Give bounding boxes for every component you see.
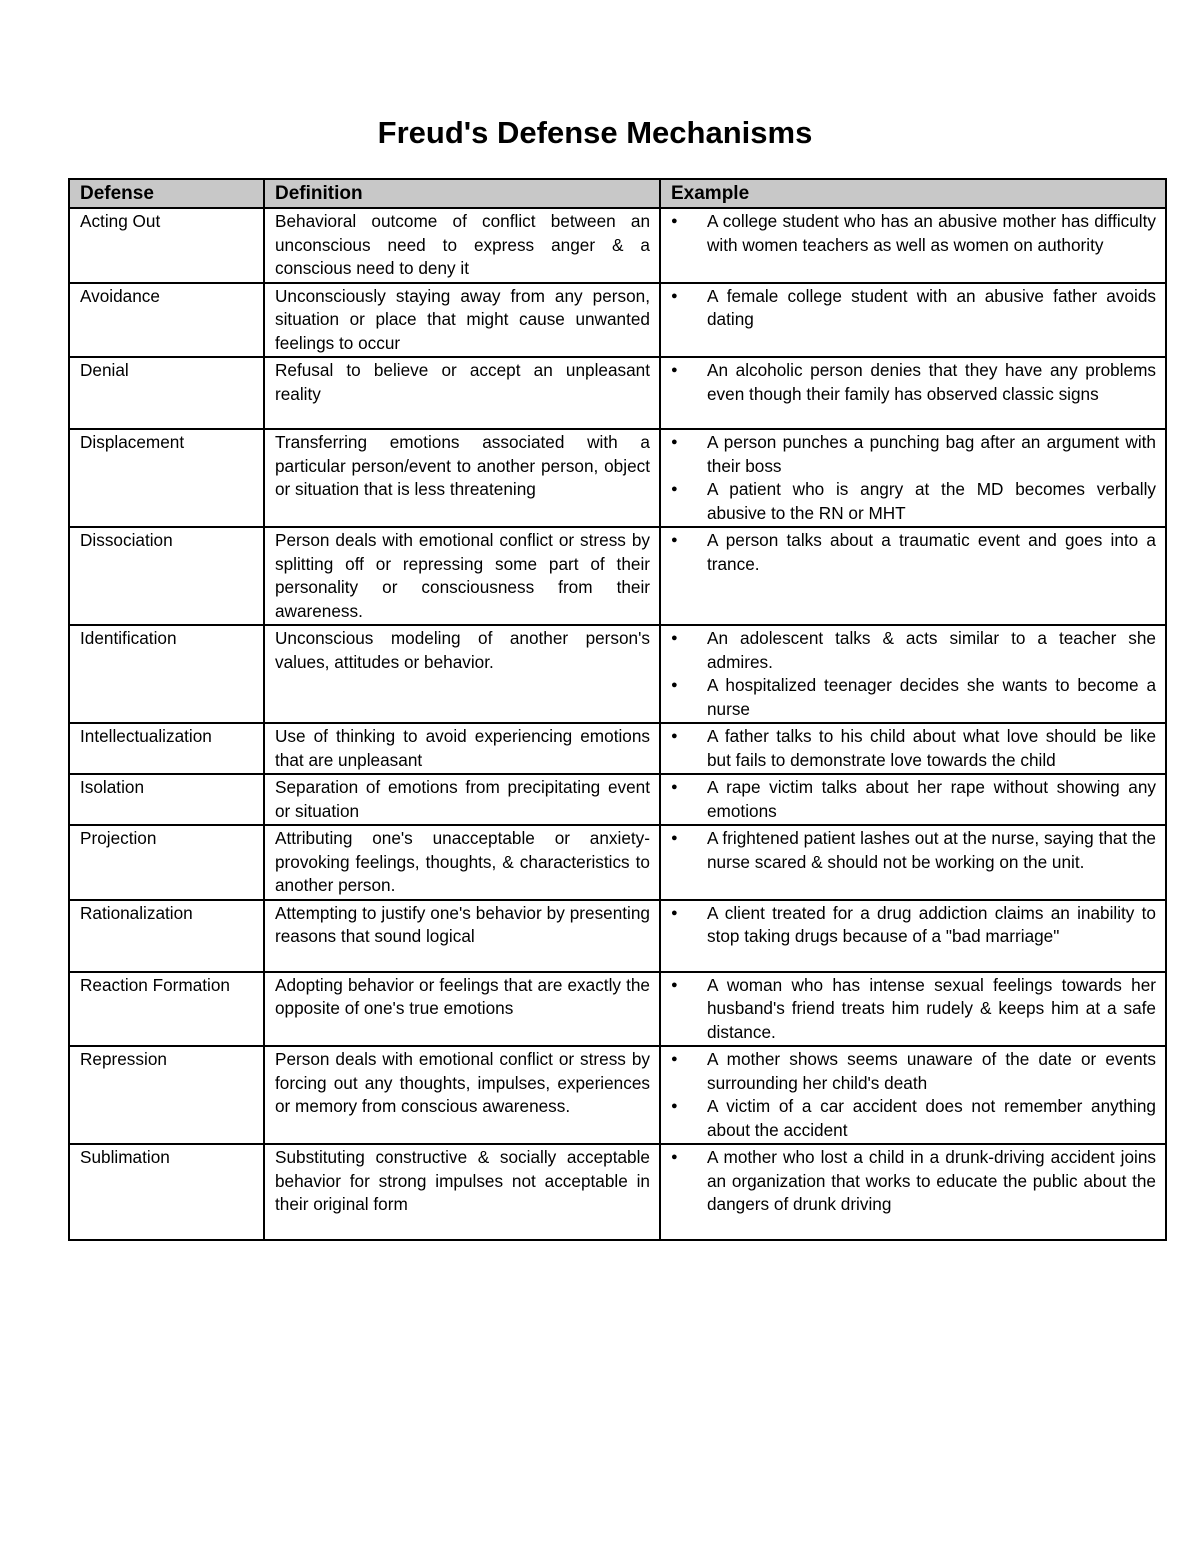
- example-item: ● A patient who is angry at the MD becomes verbally abusive to the RN or MHT: [671, 478, 1156, 525]
- definition-cell: Person deals with emotional conflict or stress by forcing out any thoughts, impulses, experiences or memory from conscious awareness.: [264, 1046, 660, 1144]
- defense-cell: Dissociation: [69, 527, 264, 625]
- table-row: [69, 972, 1166, 1047]
- defense-cell: Projection: [69, 825, 264, 900]
- definition-cell: Refusal to believe or accept an unpleasant reality: [264, 357, 660, 429]
- defense-cell: Displacement: [69, 429, 264, 527]
- example-cell: [660, 625, 1166, 723]
- table-row: [69, 1046, 1166, 1144]
- example-item: ● A frightened patient lashes out at the nurse, saying that the nurse scared & should not be working on the unit.: [671, 827, 1156, 874]
- defense-cell: Avoidance: [69, 283, 264, 358]
- table-row: [69, 208, 1166, 283]
- example-cell: [660, 1046, 1166, 1144]
- definition-cell: Unconsciously staying away from any person, situation or place that might cause unwanted feelings to occur: [264, 283, 660, 358]
- column-header-definition: Definition: [264, 179, 660, 208]
- example-cell: [660, 825, 1166, 900]
- example-list: [671, 285, 1156, 332]
- example-cell: [660, 429, 1166, 527]
- table-row: [69, 825, 1166, 900]
- defense-cell: Identification: [69, 625, 264, 723]
- definition-cell: Transferring emotions associated with a particular person/event to another person, object or situation that is less threatening: [264, 429, 660, 527]
- example-list: [671, 359, 1156, 406]
- definition-cell: Person deals with emotional conflict or stress by splitting off or repressing some part of their personality or consciousness from their awareness.: [264, 527, 660, 625]
- example-item: ● A rape victim talks about her rape without showing any emotions: [671, 776, 1156, 823]
- table-row: [69, 357, 1166, 429]
- table-row: [69, 1144, 1166, 1240]
- definition-cell: Unconscious modeling of another person's values, attitudes or behavior.: [264, 625, 660, 723]
- example-item: ● A mother who lost a child in a drunk-driving accident joins an organization that works to educate the public about the dangers of drunk driving: [671, 1146, 1156, 1217]
- column-header-example: Example: [660, 179, 1166, 208]
- example-item: ● An adolescent talks & acts similar to a teacher she admires.: [671, 627, 1156, 674]
- example-list: [671, 776, 1156, 823]
- table-row: [69, 527, 1166, 625]
- defense-mechanisms-table: [68, 178, 1167, 1241]
- example-list: [671, 431, 1156, 525]
- table-body: [69, 208, 1166, 1240]
- example-list: [671, 974, 1156, 1045]
- definition-cell: Behavioral outcome of conflict between an unconscious need to express anger & a conscious need to deny it: [264, 208, 660, 283]
- example-cell: [660, 774, 1166, 825]
- definition-cell: Attributing one's unacceptable or anxiety-provoking feelings, thoughts, & characteristics to another person.: [264, 825, 660, 900]
- example-cell: [660, 208, 1166, 283]
- example-list: [671, 725, 1156, 772]
- definition-cell: Separation of emotions from precipitating event or situation: [264, 774, 660, 825]
- column-header-defense: Defense: [69, 179, 264, 208]
- table-row: [69, 283, 1166, 358]
- example-cell: [660, 900, 1166, 972]
- defense-cell: Denial: [69, 357, 264, 429]
- defense-cell: Rationalization: [69, 900, 264, 972]
- example-cell: [660, 357, 1166, 429]
- table-row: [69, 900, 1166, 972]
- example-cell: [660, 723, 1166, 774]
- example-item: ● A client treated for a drug addiction claims an inability to stop taking drugs because of a "bad marriage": [671, 902, 1156, 949]
- table-row: [69, 774, 1166, 825]
- definition-cell: Use of thinking to avoid experiencing emotions that are unpleasant: [264, 723, 660, 774]
- example-list: [671, 210, 1156, 257]
- example-item: ● A person talks about a traumatic event and goes into a trance.: [671, 529, 1156, 576]
- table-row: [69, 625, 1166, 723]
- table-row: [69, 723, 1166, 774]
- defense-cell: Sublimation: [69, 1144, 264, 1240]
- example-list: [671, 1048, 1156, 1142]
- page-title: Freud's Defense Mechanisms: [377, 115, 813, 150]
- example-item: ● A mother shows seems unaware of the date or events surrounding her child's death: [671, 1048, 1156, 1095]
- example-item: ● A father talks to his child about what love should be like but fails to demonstrate love towards the child: [671, 725, 1156, 772]
- defense-cell: Reaction Formation: [69, 972, 264, 1047]
- example-list: [671, 827, 1156, 874]
- example-list: [671, 902, 1156, 949]
- example-item: ● A college student who has an abusive mother has difficulty with women teachers as well as women on authority: [671, 210, 1156, 257]
- definition-cell: Adopting behavior or feelings that are exactly the opposite of one's true emotions: [264, 972, 660, 1047]
- example-item: ● A person punches a punching bag after an argument with their boss: [671, 431, 1156, 478]
- definition-cell: Substituting constructive & socially acceptable behavior for strong impulses not acceptable in their original form: [264, 1144, 660, 1240]
- example-list: [671, 1146, 1156, 1217]
- defense-cell: Repression: [69, 1046, 264, 1144]
- example-cell: [660, 1144, 1166, 1240]
- example-list: [671, 529, 1156, 576]
- example-cell: [660, 283, 1166, 358]
- example-item: ● A victim of a car accident does not remember anything about the accident: [671, 1095, 1156, 1142]
- example-list: [671, 627, 1156, 721]
- example-item: ● A hospitalized teenager decides she wants to become a nurse: [671, 674, 1156, 721]
- defense-cell: Isolation: [69, 774, 264, 825]
- example-item: ● An alcoholic person denies that they have any problems even though their family has observed classic signs: [671, 359, 1156, 406]
- table-header-row: [69, 179, 1166, 208]
- example-cell: [660, 527, 1166, 625]
- defense-cell: Intellectualization: [69, 723, 264, 774]
- definition-cell: Attempting to justify one's behavior by presenting reasons that sound logical: [264, 900, 660, 972]
- defense-cell: Acting Out: [69, 208, 264, 283]
- table-row: [69, 429, 1166, 527]
- example-item: ● A female college student with an abusive father avoids dating: [671, 285, 1156, 332]
- example-cell: [660, 972, 1166, 1047]
- example-item: ● A woman who has intense sexual feelings towards her husband's friend treats him rudely & keeps him at a safe distance.: [671, 974, 1156, 1045]
